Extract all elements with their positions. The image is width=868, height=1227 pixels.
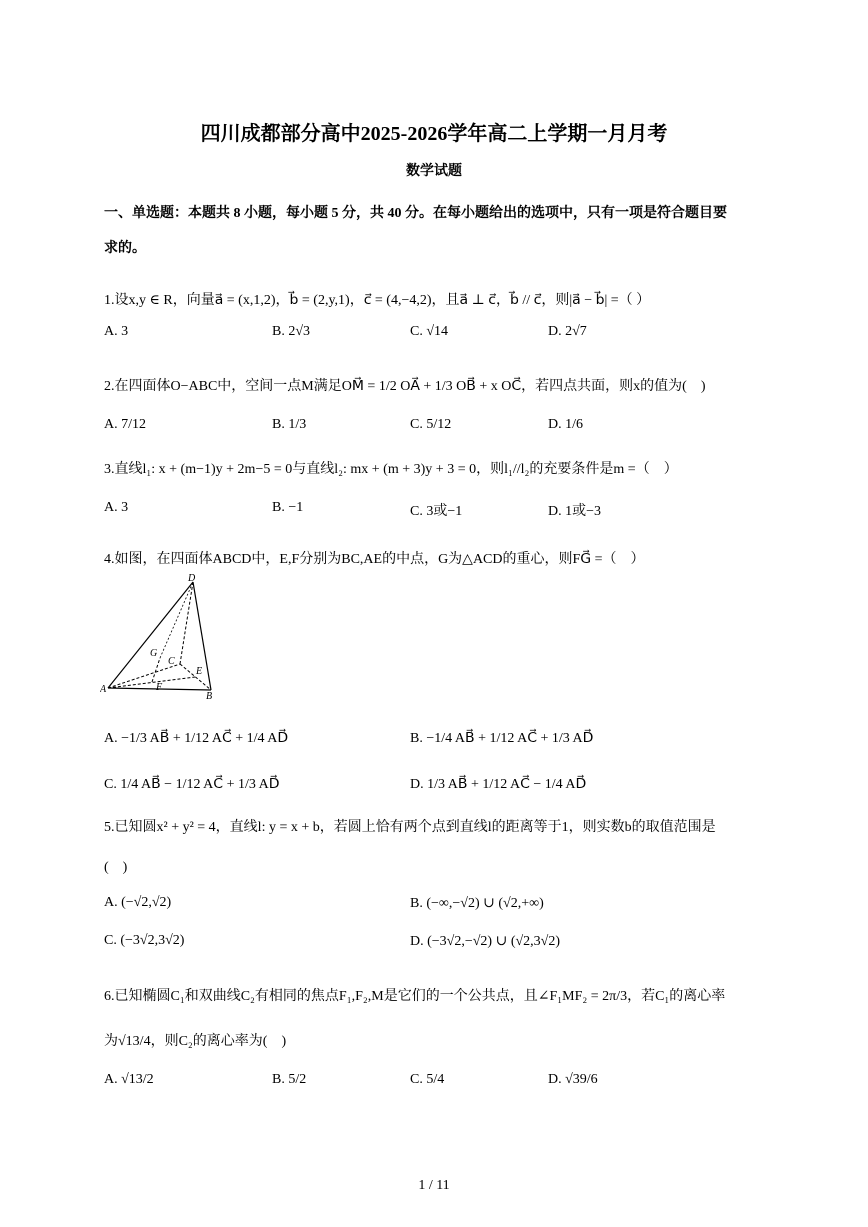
question-1-stem: 1.设x,y ∈ R，向量a⃗ = (x,1,2)，b⃗ = (2,y,1)，c⃗ = (4,−4,2)，且a⃗ ⊥ c⃗，b⃗ // c⃗，则|a⃗ − b⃗| =（ ） [104, 293, 651, 308]
segment-gd [160, 582, 193, 658]
question-1-option-c: C. √14 [410, 324, 449, 339]
question-2-option-d: D. 1/6 [548, 417, 583, 432]
question-2-option-c: C. 5/12 [410, 417, 452, 432]
question-6-stem-line2: 为√13/4，则C₂的离心率为( ) [104, 1034, 287, 1049]
question-1-option-d: D. 2√7 [548, 324, 587, 339]
question-6-option-b: B. 5/2 [272, 1072, 307, 1087]
question-3-option-a: A. 3 [104, 500, 129, 515]
segment-ae [108, 677, 195, 688]
tetrahedron-figure [100, 572, 220, 702]
question-6-stem-line1: 6.已知椭圆C₁和双曲线C₂有相同的焦点F₁,F₂,M是它们的一个公共点，且∠F₁MF₂ = 2π/3，若C₁的离心率 [104, 989, 726, 1004]
question-4-option-a: A. −1/3 AB⃗ + 1/12 AC⃗ + 1/4 AD⃗ [104, 731, 289, 746]
edge-ac [108, 664, 180, 688]
question-2-stem: 2.在四面体O−ABC中，空间一点M满足OM⃗ = 1/2 OA⃗ + 1/3 OB⃗ + x OC⃗，若四点共面，则x的值为( ) [104, 379, 706, 394]
question-5-option-c: C. (−3√2,3√2) [104, 933, 185, 948]
page-number: 1 / 11 [418, 1178, 450, 1193]
label-d: D [188, 573, 196, 584]
question-3-option-c: C. 3或−1 [410, 504, 463, 519]
question-1-option-b: B. 2√3 [272, 324, 311, 339]
question-4-option-b: B. −1/4 AB⃗ + 1/12 AC⃗ + 1/3 AD⃗ [410, 731, 594, 746]
section-heading-line2: 求的。 [104, 241, 146, 256]
edge-dc [180, 582, 193, 664]
question-1-option-a: A. 3 [104, 324, 129, 339]
page-subtitle: 数学试题 [406, 164, 462, 179]
question-6-option-d: D. √39/6 [548, 1072, 598, 1087]
question-4-option-c: C. 1/4 AB⃗ − 1/12 AC⃗ + 1/3 AD⃗ [104, 777, 280, 792]
question-5-option-b: B. (−∞,−√2) ∪ (√2,+∞) [410, 896, 544, 911]
section-heading-line1: 一、单选题：本题共 8 小题，每小题 5 分，共 40 分。在每小题给出的选项中，只有一项是符合题目要 [104, 206, 727, 221]
question-4-option-d: D. 1/3 AB⃗ + 1/12 AC⃗ − 1/4 AD⃗ [410, 777, 587, 792]
question-4-stem: 4.如图，在四面体ABCD中，E,F分别为BC,AE的中点，G为△ACD的重心，则FG⃗ =（ ） [104, 552, 645, 567]
question-3-option-b: B. −1 [272, 500, 304, 515]
question-2-option-b: B. 1/3 [272, 417, 307, 432]
question-2-option-a: A. 7/12 [104, 417, 146, 432]
label-b: B [206, 691, 213, 702]
label-e: E [196, 666, 203, 677]
question-3-stem: 3.直线l₁: x + (m−1)y + 2m−5 = 0与直线l₂: mx + (m + 3)y + 3 = 0，则l₁//l₂的充要条件是m =（ ） [104, 462, 678, 477]
page-title: 四川成都部分高中2025-2026学年高二上学期一月月考 [200, 123, 668, 145]
question-6-option-c: C. 5/4 [410, 1072, 445, 1087]
question-5-option-a: A. (−√2,√2) [104, 895, 172, 910]
label-g: G [150, 648, 158, 659]
question-6-option-a: A. √13/2 [104, 1072, 154, 1087]
question-5-option-d: D. (−3√2,−√2) ∪ (√2,3√2) [410, 934, 561, 949]
question-5-stem-line2: ( ) [104, 860, 128, 875]
label-a: A [100, 684, 107, 695]
question-3-option-d: D. 1或−3 [548, 504, 602, 519]
label-f: F [156, 682, 163, 693]
question-5-stem-line1: 5.已知圆x² + y² = 4，直线l: y = x + b，若圆上恰有两个点到直线l的距离等于1，则实数b的取值范围是 [104, 820, 716, 835]
edge-da [108, 582, 193, 688]
label-c: C [168, 656, 175, 667]
segment-fg [152, 658, 160, 682]
